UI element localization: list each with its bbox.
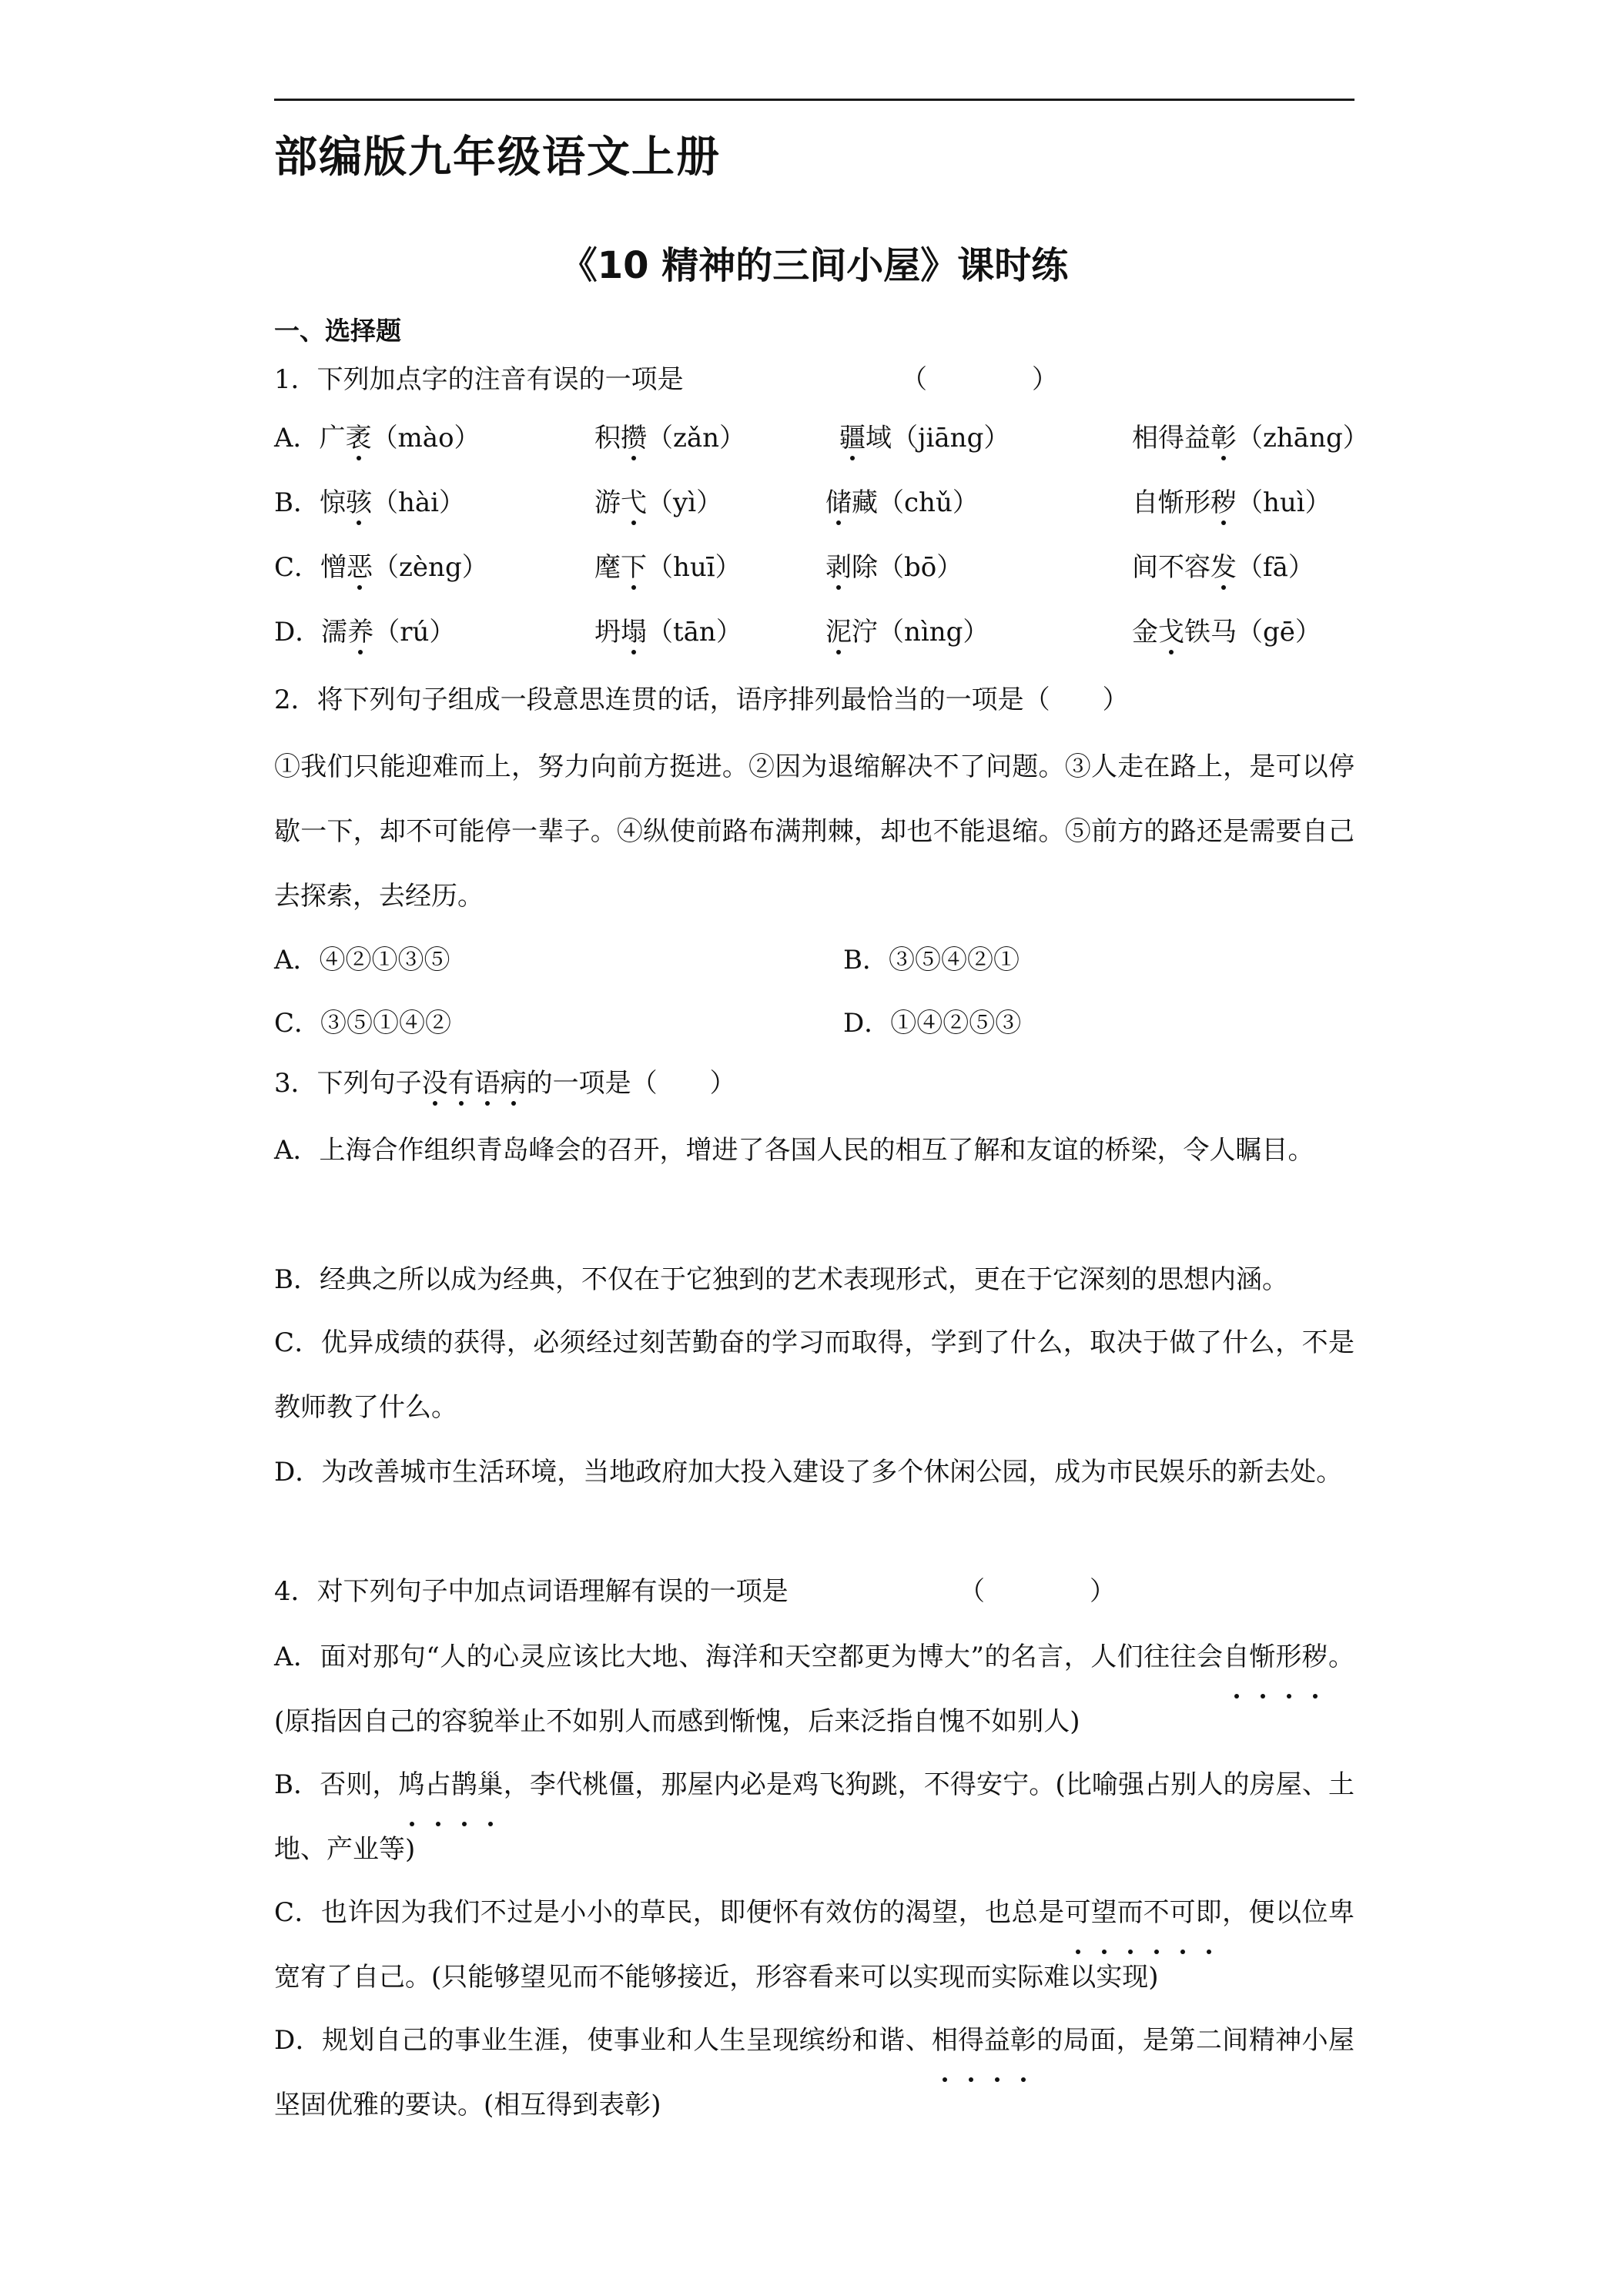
q2-option-a: A．④②①③⑤ <box>274 945 450 976</box>
q4-option-c: C．也许因为我们不过是小小的草民，即便怀有效仿的渴望，也总是可望而不可即，便以位卑宽宥了自己。(只能够望见而不能够接近，形容看来可以实现而实际难以实现) <box>274 1880 1354 2010</box>
q3-option-c: C．优异成绩的获得，必须经过刻苦勤奋的学习而取得，学到了什么，取决于做了什么，不是教师教了什么。 <box>274 1327 1354 1423</box>
q2-passage: ①我们只能迎难而上，努力向前方挺进。②因为退缩解决不了问题。③人走在路上，是可以停歇一下，却不可能停一辈子。④纵使前路布满荆棘，却也不能退缩。⑤前方的路还是需要自己去探索，去经历。 <box>274 751 1354 912</box>
q4-option-a: A．面对那句“人的心灵应该比大地、海洋和天空都更为博大”的名言，人们往往会自惭形秽。(原指因自己的容貌举止不如别人而感到惭愧，后来泛指自愧不如别人) <box>274 1625 1354 1754</box>
q2-option-c: C．③⑤①④② <box>274 1008 452 1039</box>
q3-option-d: D．为改善城市生活环境，当地政府加大投入建设了多个休闲公园，成为市民娱乐的新去处。 <box>274 1457 1343 1488</box>
q3-option-a: A．上海合作组织青岛峰会的召开，增进了各国人民的相互了解和友谊的桥梁，令人瞩目。 <box>274 1135 1314 1166</box>
q4-option-d: D．规划自己的事业生涯，使事业和人生呈现缤纷和谐、相得益彰的局面，是第二间精神小屋坚固优雅的要诀。(相互得到表彰) <box>274 2008 1354 2137</box>
book-title: 部编版九年级语文上册 <box>274 132 721 182</box>
q2-option-d: D．①④②⑤③ <box>843 1008 1022 1039</box>
q1-answer-bracket: （ ） <box>901 364 1058 395</box>
q4-option-b: B．否则，鸠占鹊巢，李代桃僵，那屋内必是鸡飞狗跳，不得安宁。(比喻强占别人的房屋、土地、产业等) <box>274 1752 1354 1882</box>
q4-stem: 4．对下列句子中加点词语理解有误的一项是 <box>274 1576 789 1607</box>
q2-stem: 2．将下列句子组成一段意思连贯的话，语序排列最恰当的一项是（ ） <box>274 684 1129 715</box>
q1-stem: 1．下列加点字的注音有误的一项是 <box>274 364 684 395</box>
q4-answer-bracket: （ ） <box>959 1576 1116 1607</box>
q3-emphasis: 没有语病 <box>421 1068 527 1099</box>
q2-option-b: B．③⑤④②① <box>843 945 1020 976</box>
lesson-title: 《10 精神的三间小屋》课时练 <box>560 244 1069 287</box>
q3-option-b: B．经典之所以成为经典，不仅在于它独到的艺术表现形式，更在于它深刻的思想内涵。 <box>274 1264 1288 1295</box>
header-rule <box>274 99 1354 101</box>
q3-stem: 3．下列句子没有语病的一项是（ ） <box>274 1068 736 1099</box>
section-heading: 一、选择题 <box>274 316 401 346</box>
